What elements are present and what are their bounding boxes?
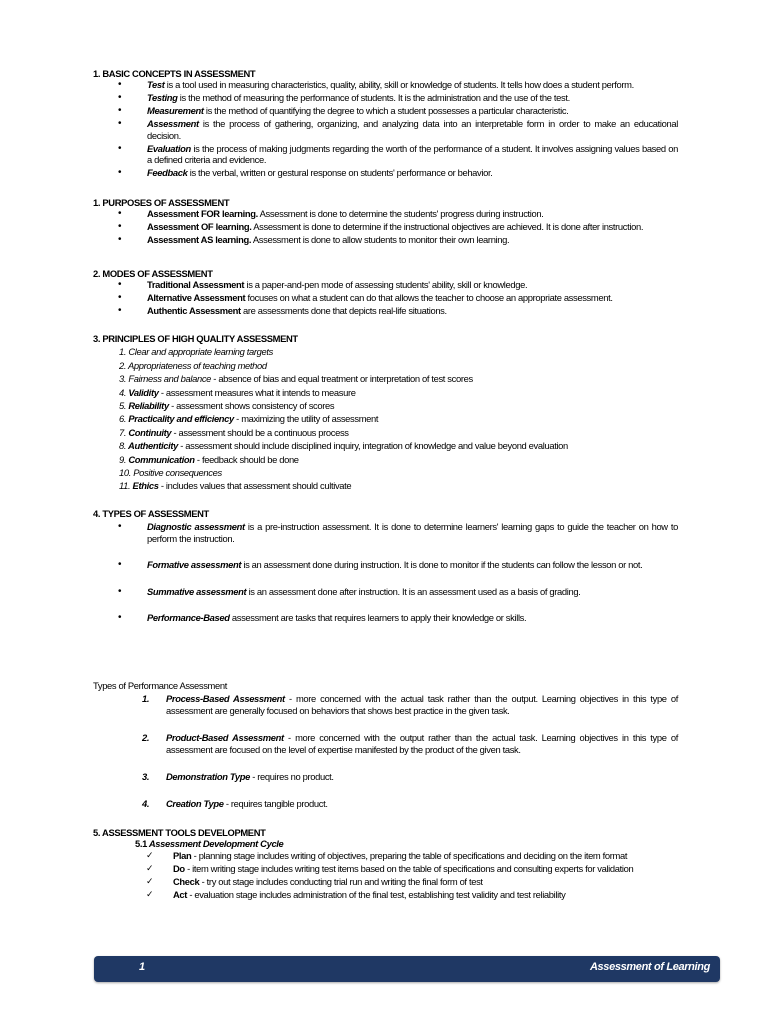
list-item bbox=[93, 279, 678, 290]
list-item bbox=[93, 92, 678, 103]
item-description: - assessment shows consistency of scores bbox=[168, 400, 335, 412]
list-item bbox=[93, 305, 678, 316]
definition: - more concerned with the actual task rather than the output. Learning objectives in this type of assessment are generally focused on behaviors that shows best practice in the given task. bbox=[166, 693, 678, 716]
term: Assessment OF learning. bbox=[147, 221, 252, 233]
list-item bbox=[93, 105, 678, 116]
item-description: - feedback should be done bbox=[194, 453, 299, 465]
definition: are assessments done that depicts real-life situations. bbox=[240, 305, 447, 317]
item-number: 9. bbox=[119, 453, 127, 465]
footer-title: Assessment of Learning bbox=[589, 961, 710, 973]
term: Validity bbox=[126, 386, 159, 398]
term: Demonstration Type bbox=[166, 771, 250, 783]
item-number: 5. bbox=[119, 400, 127, 412]
definition: - evaluation stage includes administration of the final test, establishing test validity and test reliability bbox=[187, 888, 566, 900]
list-item bbox=[93, 467, 678, 478]
list-item bbox=[93, 346, 678, 357]
definition: is the process of making judgments regarding the worth of the performance of a student. It involves assigning values based on a defined criteria and evidence. bbox=[147, 142, 678, 166]
list-item bbox=[93, 798, 678, 809]
list-item bbox=[93, 612, 678, 623]
definition: - item writing stage includes writing test items based on the table of specifications and consulting experts for validation bbox=[184, 862, 634, 874]
term: Evaluation bbox=[147, 142, 191, 154]
item-number: 8. bbox=[119, 440, 127, 452]
section-principles bbox=[93, 333, 678, 494]
term: Check bbox=[173, 875, 200, 887]
definition: is an assessment done during instruction. It is done to monitor if the students can follow the lesson or not. bbox=[241, 559, 643, 571]
item-number: 4. bbox=[119, 386, 127, 398]
item-description: - absence of bias and equal treatment or interpretation of test scores bbox=[211, 373, 473, 385]
list-item bbox=[93, 693, 678, 716]
term: Feedback bbox=[147, 167, 188, 179]
definition: - requires no product. bbox=[250, 771, 334, 783]
list-item bbox=[93, 559, 678, 570]
list-item bbox=[93, 387, 678, 398]
term: Testing bbox=[147, 92, 178, 104]
subsection-title: Assessment Development Cycle bbox=[146, 838, 284, 850]
term: Communication bbox=[126, 453, 195, 465]
section-heading: Types of Performance Assessment bbox=[93, 680, 228, 691]
list-item bbox=[93, 234, 678, 245]
term: Process-Based Assessment bbox=[166, 693, 285, 705]
term: Assessment AS learning. bbox=[147, 234, 252, 246]
term: Creation Type bbox=[166, 798, 224, 810]
bullet-list bbox=[93, 279, 678, 316]
section-performance-types bbox=[93, 680, 678, 826]
section-tools-development bbox=[93, 827, 678, 902]
term: Summative assessment bbox=[147, 585, 247, 597]
item-number: 7. bbox=[119, 426, 127, 438]
definition: is the method of quantifying the degree to which a student possesses a particular characteristic. bbox=[203, 105, 569, 117]
term: Ethics bbox=[130, 480, 159, 492]
list-item bbox=[93, 360, 678, 371]
term: Authenticity bbox=[126, 440, 178, 452]
subsection-number: 5.1 bbox=[135, 838, 147, 850]
term: Do bbox=[173, 862, 185, 874]
term: Traditional Assessment bbox=[147, 279, 245, 291]
item-number: 4. bbox=[142, 798, 150, 810]
bullet-list bbox=[93, 521, 678, 623]
section-basic-concepts bbox=[93, 68, 678, 180]
item-number: 3. bbox=[142, 771, 150, 783]
term: Performance-Based bbox=[147, 612, 230, 624]
footer-bar bbox=[94, 956, 720, 982]
definition: focuses on what a student can do that allows the teacher to choose an appropriate assessment. bbox=[245, 292, 613, 304]
list-item bbox=[93, 208, 678, 219]
definition: Assessment is done to determine if the instructional objectives are achieved. It is done after instruction. bbox=[251, 221, 644, 233]
item-number: 6. bbox=[119, 413, 127, 425]
term: Diagnostic assessment bbox=[147, 521, 245, 533]
term: Formative assessment bbox=[147, 559, 242, 571]
term: Test bbox=[147, 79, 165, 91]
bullet-list bbox=[93, 79, 678, 178]
term: Measurement bbox=[147, 105, 204, 117]
definition: Assessment is done to determine the students' progress during instruction. bbox=[257, 208, 544, 220]
list-item bbox=[93, 889, 678, 900]
check-list bbox=[93, 850, 678, 900]
list-item bbox=[93, 221, 678, 232]
list-item bbox=[93, 454, 678, 465]
list-item bbox=[93, 143, 678, 166]
list-item bbox=[93, 118, 678, 141]
section-heading: 4. TYPES OF ASSESSMENT bbox=[93, 508, 209, 519]
definition: is an assessment done after instruction. It is an assessment used as a basis of grading. bbox=[246, 585, 581, 597]
definition: is a paper-and-pen mode of assessing students' ability, skill or knowledge. bbox=[244, 279, 528, 291]
list-item bbox=[93, 440, 678, 451]
item-text: Positive consequences bbox=[130, 467, 222, 479]
definition: is the verbal, written or gestural response on students' performance or behavior. bbox=[187, 167, 493, 179]
section-purposes bbox=[93, 197, 678, 247]
term: Act bbox=[173, 888, 188, 900]
definition: - planning stage includes writing of objectives, preparing the table of specifications and deciding on the item format bbox=[191, 849, 628, 861]
definition: is the method of measuring the performance of students. It is the administration and the use of the test. bbox=[177, 92, 570, 104]
subsection-heading bbox=[93, 838, 678, 849]
list-item bbox=[93, 79, 678, 90]
term: Alternative Assessment bbox=[147, 292, 246, 304]
term: Product-Based Assessment bbox=[166, 732, 284, 744]
item-number: 1. bbox=[119, 346, 127, 358]
section-heading: 3. PRINCIPLES OF HIGH QUALITY ASSESSMENT bbox=[93, 333, 298, 344]
list-item bbox=[93, 292, 678, 303]
list-item bbox=[93, 521, 678, 544]
section-heading: 1. PURPOSES OF ASSESSMENT bbox=[93, 197, 230, 208]
term: Continuity bbox=[126, 426, 172, 438]
item-text: Appropriateness of teaching method bbox=[126, 359, 267, 371]
definition: is a pre-instruction assessment. It is done to determine learners' learning gaps to guide the teacher on how to perform the instruction. bbox=[147, 521, 678, 544]
bullet-list bbox=[93, 208, 678, 245]
item-description: - assessment should include disciplined inquiry, integration of knowledge and value beyond evaluation bbox=[178, 440, 568, 452]
item-number: 2. bbox=[119, 359, 127, 371]
list-item bbox=[93, 732, 678, 755]
item-description: - assessment measures what it intends to measure bbox=[158, 386, 356, 398]
term: Assessment bbox=[147, 118, 199, 130]
term: Authentic Assessment bbox=[147, 305, 241, 317]
numbered-list bbox=[93, 693, 678, 809]
term: Practicality and efficiency bbox=[126, 413, 234, 425]
section-heading: 2. MODES OF ASSESSMENT bbox=[93, 268, 213, 279]
definition: - try out stage includes conducting trial run and writing the final form of test bbox=[199, 875, 483, 887]
section-heading: 5. ASSESSMENT TOOLS DEVELOPMENT bbox=[93, 827, 266, 838]
item-number: 11. bbox=[119, 480, 131, 492]
term: Reliability bbox=[126, 400, 169, 412]
definition: is the process of gathering, organizing, and analyzing data into an interpretable form in order to make an educational decision. bbox=[147, 118, 678, 141]
definition: - more concerned with the output rather than the actual task. Learning objectives in this type of assessment are focused on the level of expertise manifested by the product of the given task. bbox=[166, 732, 678, 755]
term: Plan bbox=[173, 849, 192, 861]
list-item bbox=[93, 876, 678, 887]
definition: is a tool used in measuring characteristics, quality, ability, skill or knowledge of students. It tells how does a student perform. bbox=[164, 79, 634, 91]
list-item bbox=[93, 850, 678, 861]
section-types bbox=[93, 508, 678, 638]
item-number: 3. bbox=[119, 373, 127, 385]
item-text: Clear and appropriate learning targets bbox=[126, 346, 273, 358]
list-item bbox=[93, 480, 678, 491]
page-number: 1 bbox=[139, 961, 145, 973]
item-description: - includes values that assessment should cultivate bbox=[158, 480, 352, 492]
item-number: 1. bbox=[142, 693, 150, 705]
item-description: - maximizing the utility of assessment bbox=[233, 413, 379, 425]
list-item bbox=[93, 400, 678, 411]
item-number: 10. bbox=[119, 467, 131, 479]
list-item bbox=[93, 373, 678, 384]
definition: assessment are tasks that requires learners to apply their knowledge or skills. bbox=[229, 612, 527, 624]
definition: - requires tangible product. bbox=[223, 798, 328, 810]
list-item bbox=[93, 586, 678, 597]
item-text: Fairness and balance bbox=[126, 373, 212, 385]
term: Assessment FOR learning. bbox=[147, 208, 258, 220]
list-item bbox=[93, 167, 678, 178]
list-item bbox=[93, 427, 678, 438]
item-number: 2. bbox=[142, 732, 150, 744]
numbered-list bbox=[93, 346, 678, 491]
list-item bbox=[93, 863, 678, 874]
list-item bbox=[93, 413, 678, 424]
section-heading: 1. BASIC CONCEPTS IN ASSESSMENT bbox=[93, 68, 256, 79]
section-modes bbox=[93, 268, 678, 318]
definition: Assessment is done to allow students to monitor their own learning. bbox=[251, 234, 510, 246]
item-description: - assessment should be a continuous process bbox=[171, 426, 349, 438]
list-item bbox=[93, 771, 678, 782]
